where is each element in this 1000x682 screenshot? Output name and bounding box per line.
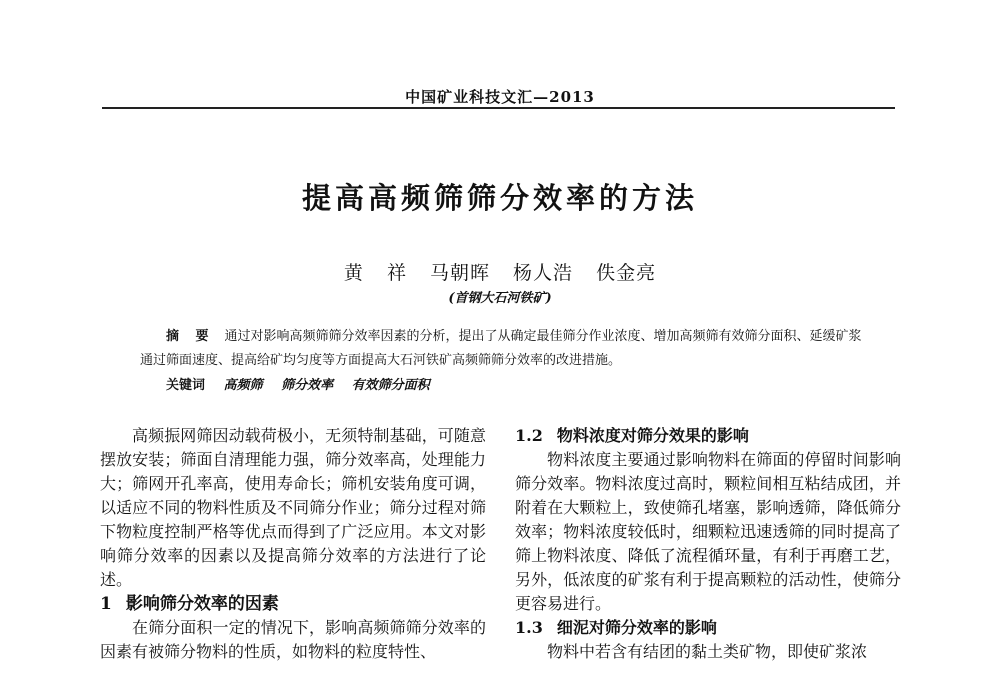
section-number: 1.3 [515, 618, 543, 637]
abstract-text: 通过对影响高频筛筛分效率因素的分析，提出了从确定最佳筛分作业浓度、增加高频筛有效筛分面积、延缓矿浆通过筛面速度、提高给矿均匀度等方面提高大石河铁矿高频筛筛分效率的改进措施。 [140, 329, 862, 368]
abstract-label: 摘 要 [166, 329, 215, 344]
section-1-heading [100, 592, 486, 616]
left-column [100, 424, 486, 664]
section-1-paragraph: 在筛分面积一定的情况下，影响高频筛筛分效率的因素有被筛分物料的性质，如物料的粒度特性、 [100, 618, 486, 661]
section-title: 细泥对筛分效率的影响 [556, 618, 717, 637]
running-header: 中国矿业科技文汇—2013 [405, 88, 595, 106]
section-title: 影响筛分效率的因素 [125, 594, 279, 614]
keyword: 高频筛 [223, 378, 263, 393]
section-1-2-heading [515, 424, 901, 448]
section-number: 1.2 [515, 426, 543, 445]
keywords-line [166, 374, 430, 393]
abstract [140, 325, 870, 373]
section-1-3-heading [515, 616, 901, 640]
author-list: 黄 祥 马朝晖 杨人浩 佚金亮 [343, 262, 657, 284]
intro-paragraph: 高频振网筛因动载荷极小，无须特制基础，可随意摆放安装；筛面自清理能力强，筛分效率高，处理能力大；筛网开孔率高，使用寿命长；筛机安装角度可调，以适应不同的物料性质及不同筛分作业；筛分过程对筛下物粒度控制严格等优点而得到了广泛应用。本文对影响筛分效率的因素以及提高筛分效率的方法进行了论述。 [100, 426, 486, 589]
affiliation: (首钢大石河铁矿) [448, 291, 552, 306]
section-number: 1 [100, 594, 112, 614]
header-rule [102, 107, 895, 109]
section-1-2-paragraph: 物料浓度主要通过影响物料在筛面的停留时间影响筛分效率。物料浓度过高时，颗粒间相互粘结成团，并附着在大颗粒上，致使筛孔堵塞，影响透筛，降低筛分效率；物料浓度较低时，细颗粒迅速透筛的同时提高了筛上物料浓度、降低了流程循环量，有利于再磨工艺，另外，低浓度的矿浆有利于提高颗粒的活动性，使筛分更容易进行。 [515, 450, 901, 613]
keywords-label: 关键词 [166, 378, 206, 393]
right-column [515, 424, 901, 664]
section-1-3-paragraph: 物料中若含有结团的黏土类矿物，即使矿浆浓 [547, 642, 868, 661]
section-title: 物料浓度对筛分效果的影响 [556, 426, 749, 445]
article-title: 提高高频筛筛分效率的方法 [301, 181, 698, 215]
keyword: 有效筛分面积 [351, 378, 430, 393]
keyword: 筛分效率 [281, 378, 334, 393]
